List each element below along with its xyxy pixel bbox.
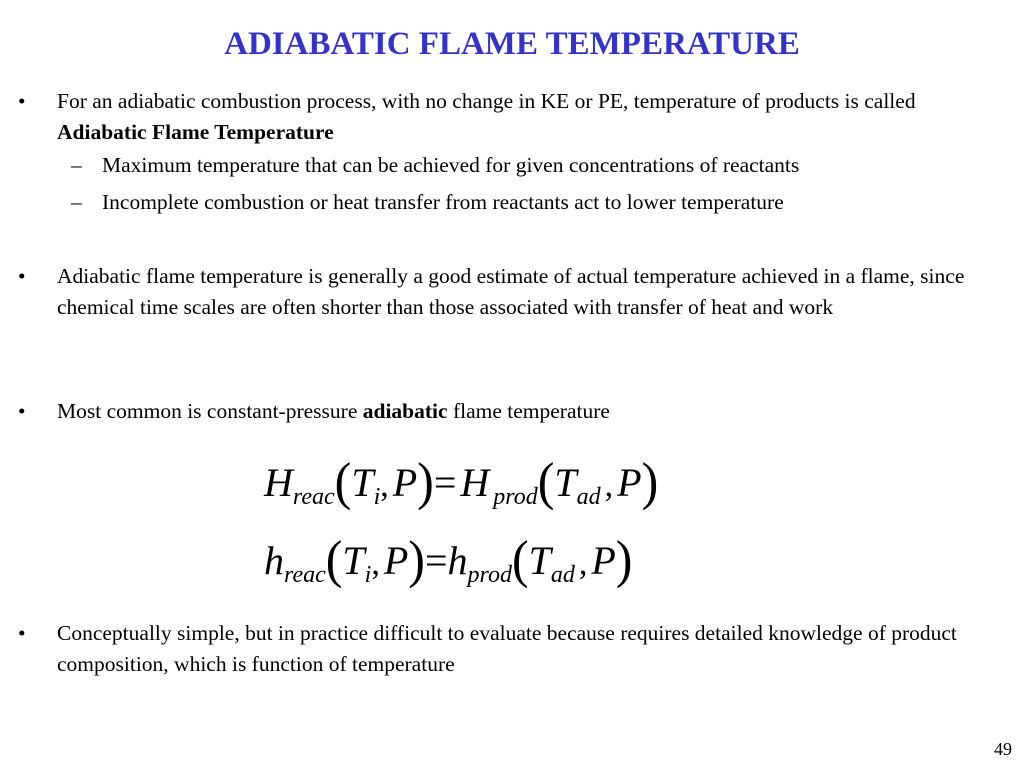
eq2-rhs-open-paren: ( <box>511 529 529 589</box>
eq2-rhs-symbol: h <box>447 538 468 583</box>
eq1-close-paren: ) <box>417 451 434 511</box>
eq1-rhs-symbol: H <box>460 460 490 505</box>
bullet-text: Adiabatic flame temperature is generally a good estimate of actual temperature achieved in a flame, since chemical time scales are often shorter than those associated with transfer of heat and work <box>57 264 965 319</box>
bullet-text <box>57 396 1002 427</box>
eq2-equals: = <box>424 538 448 583</box>
eq1-rhs-close-paren: ) <box>641 451 659 511</box>
bullet-text-bold: Adiabatic Flame Temperature <box>57 120 334 144</box>
bullet-text-plain: Most common is constant-pressure <box>57 399 363 423</box>
eq2-rarg1-subscript: ad <box>550 562 575 588</box>
eq1-equals: = <box>433 460 457 505</box>
eq1-lhs-symbol: H <box>264 460 293 505</box>
sub-text: Maximum temperature that can be achieved for given concentrations of reactants <box>102 153 800 177</box>
bullet-marker: • <box>18 621 26 645</box>
bullet-text-plain-after: flame temperature <box>447 399 610 423</box>
bullet-marker: • <box>18 264 26 288</box>
eq2-lhs-subscript: reac <box>284 562 326 588</box>
eq2-open-paren: ( <box>325 529 343 589</box>
sub-marker: – <box>71 153 82 177</box>
eq2-rhs-comma: , <box>578 545 588 582</box>
bullet-marker: • <box>18 89 26 113</box>
eq1-rhs-comma: , <box>604 467 614 504</box>
slide-title: ADIABATIC FLAME TEMPERATURE <box>224 26 800 62</box>
eq2-close-paren: ) <box>408 529 425 589</box>
eq2-arg1-symbol: T <box>342 538 365 583</box>
eq1-rarg1-subscript: ad <box>576 484 601 510</box>
eq1-lhs-subscript: reac <box>292 484 335 510</box>
eq1-arg1-symbol: T <box>351 460 374 505</box>
eq2-rhs-subscript: prod <box>467 562 512 588</box>
equation-1 <box>264 450 659 511</box>
bullet-text <box>57 86 1002 148</box>
sub-text: Incomplete combustion or heat transfer from reactants act to lower temperature <box>102 190 784 214</box>
sub-marker: – <box>71 190 82 214</box>
eq1-arg1-subscript: i <box>373 484 381 510</box>
eq1-rarg1-symbol: T <box>554 460 577 505</box>
eq2-arg1-subscript: i <box>364 562 372 588</box>
eq2-rarg2: P <box>591 538 616 583</box>
eq1-open-paren: ( <box>334 451 352 511</box>
eq1-arg2: P <box>392 460 418 505</box>
eq2-rhs-close-paren: ) <box>615 529 633 589</box>
eq1-rarg2: P <box>617 460 642 505</box>
bullet-text: Conceptually simple, but in practice difficult to evaluate because requires detailed knowledge of product composition, which is function of temperature <box>57 621 957 676</box>
bullet-text-bold: adiabatic <box>362 399 448 423</box>
eq1-rhs-open-paren: ( <box>537 451 555 511</box>
eq2-rarg1-symbol: T <box>528 538 551 583</box>
eq2-lhs-symbol: h <box>264 538 284 583</box>
eq2-arg2: P <box>383 538 409 583</box>
eq1-comma: , <box>380 467 389 504</box>
equation-2 <box>264 528 633 589</box>
page-number: 49 <box>994 739 1012 759</box>
eq1-rhs-subscript: prod <box>493 484 538 510</box>
eq2-comma: , <box>371 545 380 582</box>
bullet-text-plain: For an adiabatic combustion process, with no change in KE or PE, temperature of products is called <box>57 89 916 113</box>
bullet-marker: • <box>18 399 26 423</box>
